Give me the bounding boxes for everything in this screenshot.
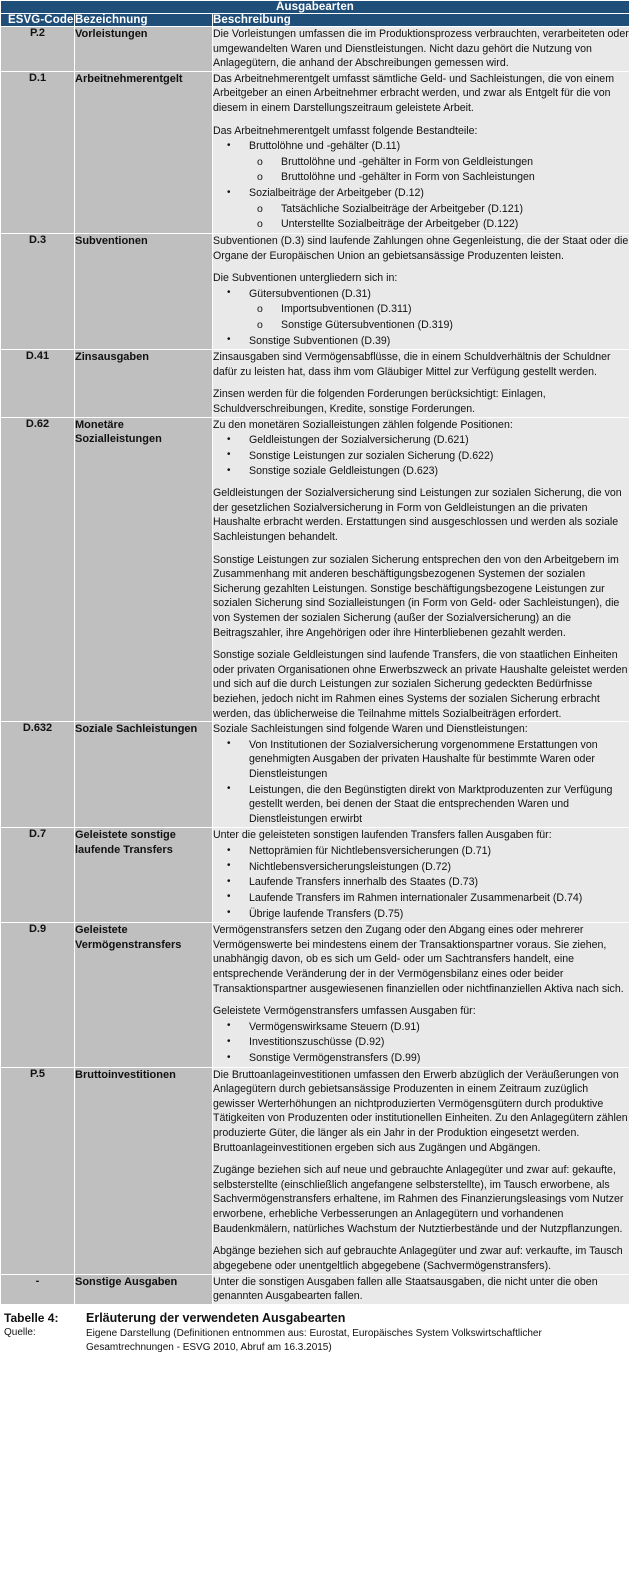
bullet-item — [213, 844, 629, 859]
bullet-label: Laufende Transfers im Rahmen internationaler Zusammenarbeit (D.74) — [249, 891, 583, 904]
bullet-label: Laufende Transfers innerhalb des Staates (D.73) — [249, 876, 479, 889]
sub-bullet-item — [249, 202, 629, 217]
cell-bezeichnung: Geleistete Vermögenstransfers — [75, 923, 213, 1067]
bullet-dot-icon: • — [227, 891, 231, 903]
bullet-label: Bruttolöhne und -gehälter (D.11) — [249, 140, 401, 153]
cell-beschreibung — [213, 27, 629, 72]
cell-beschreibung — [213, 417, 629, 722]
table-band-title: Ausgabearten — [1, 1, 629, 14]
bullet-dot-icon: • — [227, 738, 231, 750]
cell-beschreibung — [213, 1067, 629, 1274]
bullet-item — [213, 738, 629, 782]
bullet-item — [213, 783, 629, 827]
description-paragraph: Geldleistungen der Sozialversicherung sind Leistungen zur sozialen Sicherung, die von der gesetzlichen Sozialversicherung in Form von Geldleistungen an die privaten Haushalte erbracht werden. Erstattungen sind ausgeschlossen und werden als soziale Sachleistungen behandelt. — [213, 487, 622, 543]
table-body — [1, 27, 629, 1305]
bullet-circle-icon: o — [257, 318, 263, 331]
bullet-dot-icon: • — [227, 433, 231, 445]
description-paragraph: Subventionen (D.3) sind laufende Zahlungen ohne Gegenleistung, die der Staat oder die Organe der Europäischen Union an gebietsansässige Produzenten leisten. — [213, 234, 629, 262]
sub-bullet-label: Importsubventionen (D.311) — [281, 303, 412, 316]
bullet-label: Nichtlebensversicherungsleistungen (D.72) — [249, 860, 451, 873]
table-row — [1, 828, 629, 923]
bullet-circle-icon: o — [257, 171, 263, 184]
bullet-item — [213, 433, 629, 448]
bullet-label: Investitionszuschüsse (D.92) — [249, 1036, 385, 1049]
sub-bullet-item — [249, 302, 629, 317]
cell-bezeichnung: Soziale Sachleistungen — [75, 722, 213, 828]
bullet-list — [213, 287, 629, 348]
description-paragraph: Zugänge beziehen sich auf neue und gebrauchte Anlagegüter und zwar auf: gekaufte, selbsterstellte (einschließlich angefangene selbsterstellte), im Tausch erworbene, als Sachvermögenstransfers erhaltene, im Rahmen des Finanzierungsleasings vom Nutzer erworbene, erhebliche Verbesserungen an Anlagegütern und vorhandenen Baudenkmälern, natürliches Wachstum der Nutztierbestände und der Nutzpflanzungen. — [213, 1164, 624, 1235]
description-paragraph: Das Arbeitnehmerentgelt umfasst sämtliche Geld- und Sachleistungen, die von einem Arbeitgeber an einen Arbeitnehmer erbracht werden, und zwar als Entgelt für die von diesem in einem Darstellungszeitraum geleistete Arbeit. — [213, 72, 615, 115]
bullet-label: Von Institutionen der Sozialversicherung vorgenommene Erstattungen von genehmigten Ausgaben der privaten Haushalte für bestimmte Waren oder Dienstleistungen — [249, 738, 598, 781]
bullet-list — [213, 844, 629, 921]
bullet-dot-icon: • — [227, 186, 231, 198]
cell-bezeichnung: Arbeitnehmerentgelt — [75, 71, 213, 233]
bullet-dot-icon: • — [227, 1051, 231, 1063]
bullet-dot-icon: • — [227, 1020, 231, 1032]
table-row — [1, 722, 629, 828]
bullet-label: Übrige laufende Transfers (D.75) — [249, 907, 404, 920]
bullet-label: Sonstige Vermögenstransfers (D.99) — [249, 1052, 421, 1064]
bullet-dot-icon: • — [227, 139, 231, 151]
table-caption-block — [0, 1305, 629, 1358]
bullet-item — [213, 334, 629, 349]
cell-esvg-code: P.5 — [1, 1067, 75, 1274]
table-row — [1, 1067, 629, 1274]
cell-bezeichnung: Bruttoinvestitionen — [75, 1067, 213, 1274]
table-header-row — [1, 14, 629, 27]
cell-beschreibung — [213, 1274, 629, 1304]
bullet-item — [213, 1035, 629, 1050]
bullet-dot-icon: • — [227, 875, 231, 887]
column-header-code: ESVG-Code — [1, 14, 75, 27]
description-paragraph: Das Arbeitnehmerentgelt umfasst folgende Bestandteile: — [213, 124, 478, 137]
table-row — [1, 923, 629, 1067]
sub-bullet-label: Unterstellte Sozialbeiträge der Arbeitgeber (D.122) — [281, 218, 519, 231]
description-paragraph: Unter die geleisteten sonstigen laufenden Transfers fallen Ausgaben für: — [213, 829, 552, 842]
cell-bezeichnung: Vorleistungen — [75, 27, 213, 72]
bullet-dot-icon: • — [227, 860, 231, 872]
description-paragraph: Die Subventionen untergliedern sich in: — [213, 272, 398, 285]
bullet-label: Sonstige soziale Geldleistungen (D.623) — [249, 465, 439, 478]
table-row — [1, 350, 629, 417]
bullet-dot-icon: • — [227, 464, 231, 476]
bullet-item — [213, 1051, 629, 1066]
cell-esvg-code: D.7 — [1, 828, 75, 923]
sub-bullet-item — [249, 155, 629, 170]
table-head — [1, 1, 629, 27]
source-label: Quelle: — [4, 1326, 36, 1338]
bullet-label: Geldleistungen der Sozialversicherung (D.621) — [249, 434, 469, 447]
sub-bullet-item — [249, 217, 629, 232]
source-row — [4, 1327, 625, 1356]
description-paragraph: Unter die sonstigen Ausgaben fallen alle Staatsausgaben, die nicht unter die oben genannten Ausgabearten fallen. — [213, 1275, 598, 1303]
bullet-item — [213, 464, 629, 479]
bullet-item — [213, 287, 629, 333]
bullet-list — [213, 738, 629, 827]
description-paragraph: Geleistete Vermögenstransfers umfassen Ausgaben für: — [213, 1005, 476, 1018]
bullet-item — [213, 449, 629, 464]
bullet-dot-icon: • — [227, 844, 231, 856]
column-header-description: Beschreibung — [213, 14, 629, 27]
bullet-dot-icon: • — [227, 334, 231, 346]
bullet-label: Sonstige Subventionen (D.39) — [249, 334, 391, 347]
table-row — [1, 71, 629, 233]
table-row — [1, 233, 629, 349]
cell-bezeichnung: Monetäre Sozialleistungen — [75, 417, 213, 722]
cell-esvg-code: D.9 — [1, 923, 75, 1067]
cell-beschreibung — [213, 350, 629, 417]
bullet-item — [213, 1020, 629, 1035]
bullet-label: Sonstige Leistungen zur sozialen Sicherung (D.622) — [249, 449, 494, 462]
cell-beschreibung — [213, 71, 629, 233]
bullet-item — [213, 139, 629, 185]
bullet-circle-icon: o — [257, 303, 263, 316]
bullet-dot-icon: • — [227, 287, 231, 299]
bullet-dot-icon: • — [227, 907, 231, 919]
cell-beschreibung — [213, 923, 629, 1067]
sub-bullet-item — [249, 170, 629, 185]
description-paragraph: Zinsen werden für die folgenden Forderungen berücksichtigt: Einlagen, Schuldverschreibungen, Kredite, sonstige Forderungen. — [213, 388, 546, 416]
description-paragraph: Sonstige soziale Geldleistungen sind laufende Transfers, die von staatlichen Einheiten oder privaten Organisationen ohne Erwerbszweck an private Haushalte geleistet werden und sich auf die durch Leistungen zur sozialen Sicherung gedeckten Bedürfnisse beziehen, jedoch nicht im Rahmen eines Systems der sozialen Sicherung erbracht werden, das üblicherweise die Teilnahme mittels Sozialbeiträgen erfordert. — [213, 649, 628, 720]
cell-esvg-code: D.632 — [1, 722, 75, 828]
bullet-dot-icon: • — [227, 449, 231, 461]
sub-bullet-list — [249, 155, 629, 185]
description-paragraph: Soziale Sachleistungen sind folgende Waren und Dienstleistungen: — [213, 723, 528, 736]
caption-title: Erläuterung der verwendeten Ausgabearten — [86, 1310, 346, 1325]
cell-beschreibung — [213, 828, 629, 923]
cell-esvg-code: D.3 — [1, 233, 75, 349]
cell-esvg-code: D.62 — [1, 417, 75, 722]
cell-bezeichnung: Geleistete sonstige laufende Transfers — [75, 828, 213, 923]
description-paragraph: Zu den monetären Sozialleistungen zählen folgende Positionen: — [213, 418, 513, 431]
cell-bezeichnung: Zinsausgaben — [75, 350, 213, 417]
bullet-dot-icon: • — [227, 1035, 231, 1047]
caption-row — [4, 1311, 625, 1325]
bullet-list — [213, 139, 629, 232]
table-row — [1, 417, 629, 722]
cell-esvg-code: - — [1, 1274, 75, 1304]
cell-beschreibung — [213, 233, 629, 349]
description-paragraph: Vermögenstransfers setzen den Zugang oder den Abgang eines oder mehrerer Vermögenswerte bei mindestens einem der Transaktionspartner voraus. Sie ziehen, unabhängig davon, ob es sich um Geld- oder um Sachtransfers handelt, eine entsprechende Veränderung der in der Vermögensbilanz eines oder beider Transaktionspartner ausgewiesenen finanziellen oder nichtfinanziellen Aktiva nach sich. — [213, 924, 624, 995]
sub-bullet-label: Tatsächliche Sozialbeiträge der Arbeitgeber (D.121) — [281, 202, 524, 215]
bullet-list — [213, 1020, 629, 1066]
bullet-item — [213, 907, 629, 922]
cell-esvg-code: P.2 — [1, 27, 75, 72]
bullet-item — [213, 860, 629, 875]
bullet-label: Vermögenswirksame Steuern (D.91) — [249, 1020, 420, 1033]
description-paragraph: Abgänge beziehen sich auf gebrauchte Anlagegüter und zwar auf: verkaufte, im Tausch abgegebene oder unentgeltlich abgegebene (Sachvermögenstransfers). — [213, 1245, 623, 1272]
table-band-row — [1, 1, 629, 14]
bullet-circle-icon: o — [257, 202, 263, 215]
description-paragraph: Die Bruttoanlageinvestitionen umfassen den Erwerb abzüglich der Veräußerungen von Anlagegütern durch gebietsansässige Produzenten in einem Zeitraum zuzüglich gewisser Werterhöhungen an nichtproduzierten Vermögensgütern durch produktive Tätigkeiten von Produzenten oder institutionellen Einheiten. Zu den Anlagegütern zählen produzierte Güter, die länger als ein Jahr in der Produktion eingesetzt werden. Bruttoanlageinvestitionen ergeben sich aus Zugängen und Abgängen. — [213, 1068, 628, 1154]
bullet-circle-icon: o — [257, 218, 263, 231]
description-paragraph: Zinsausgaben sind Vermögensabflüsse, die in einem Schuldverhältnis der Schuldner dafür zu leisten hat, dass ihm vom Gläubiger Mittel zur Verfügung gestellt werden. — [213, 351, 611, 378]
cell-esvg-code: D.41 — [1, 350, 75, 417]
bullet-item — [213, 875, 629, 890]
sub-bullet-label: Bruttolöhne und -gehälter in Form von Geldleistungen — [281, 155, 534, 168]
bullet-item — [213, 186, 629, 232]
bullet-circle-icon: o — [257, 155, 263, 168]
caption-label: Tabelle 4: — [4, 1310, 59, 1325]
bullet-label: Leistungen, die den Begünstigten direkt von Marktproduzenten zur Verfügung gestellt werden, bei denen der Staat die entsprechenden Waren und Dienstleistungen erwirbt — [249, 783, 613, 825]
column-header-name: Bezeichnung — [75, 14, 213, 27]
cell-bezeichnung: Sonstige Ausgaben — [75, 1274, 213, 1304]
sub-bullet-label: Sonstige Gütersubventionen (D.319) — [281, 318, 453, 331]
sub-bullet-item — [249, 318, 629, 333]
description-paragraph: Sonstige Leistungen zur sozialen Sicherung entsprechen den von den Arbeitgebern im Zusammenhang mit anderen beschäftigungsbezogenen Systemen der sozialen Sicherung gezahlten Leistungen. Sonstige beschäftigungsbezogene Leistungen zur sozialen Sicherung sind Sozialleistungen (in Form von Geld- oder Sachleistungen), die von Systemen der sozialen Sicherung (außer der Sozialversicherung) an die Beitragszahler, ihre Angehörigen oder ihre Hinterbliebenen gezahlt werden. — [213, 553, 620, 639]
bullet-label: Sozialbeiträge der Arbeitgeber (D.12) — [249, 187, 424, 200]
cell-beschreibung — [213, 722, 629, 828]
bullet-label: Nettoprämien für Nichtlebensversicherungen (D.71) — [249, 845, 492, 858]
bullet-label: Gütersubventionen (D.31) — [249, 287, 371, 300]
source-text: Eigene Darstellung (Definitionen entnommen aus: Eurostat, Europäisches System Volkswirtschaftlicher Gesamtrechnungen - ESVG 2010, Abruf am 16.3.2015) — [86, 1327, 542, 1354]
table-row — [1, 1274, 629, 1304]
table-row — [1, 27, 629, 72]
description-paragraph: Die Vorleistungen umfassen die im Produktionsprozess verbrauchten, verarbeiteten oder umgewandelten Waren und Dienstleistungen. Nicht dazu gehört die Nutzung von Anlagegütern, die anhand der Abschreibungen gemessen wird. — [213, 28, 629, 70]
sub-bullet-label: Bruttolöhne und -gehälter in Form von Sachleistungen — [281, 171, 535, 184]
bullet-list — [213, 433, 629, 479]
sub-bullet-list — [249, 202, 629, 232]
cell-bezeichnung: Subventionen — [75, 233, 213, 349]
bullet-dot-icon: • — [227, 783, 231, 795]
bullet-item — [213, 891, 629, 906]
cell-esvg-code: D.1 — [1, 71, 75, 233]
sub-bullet-list — [249, 302, 629, 332]
